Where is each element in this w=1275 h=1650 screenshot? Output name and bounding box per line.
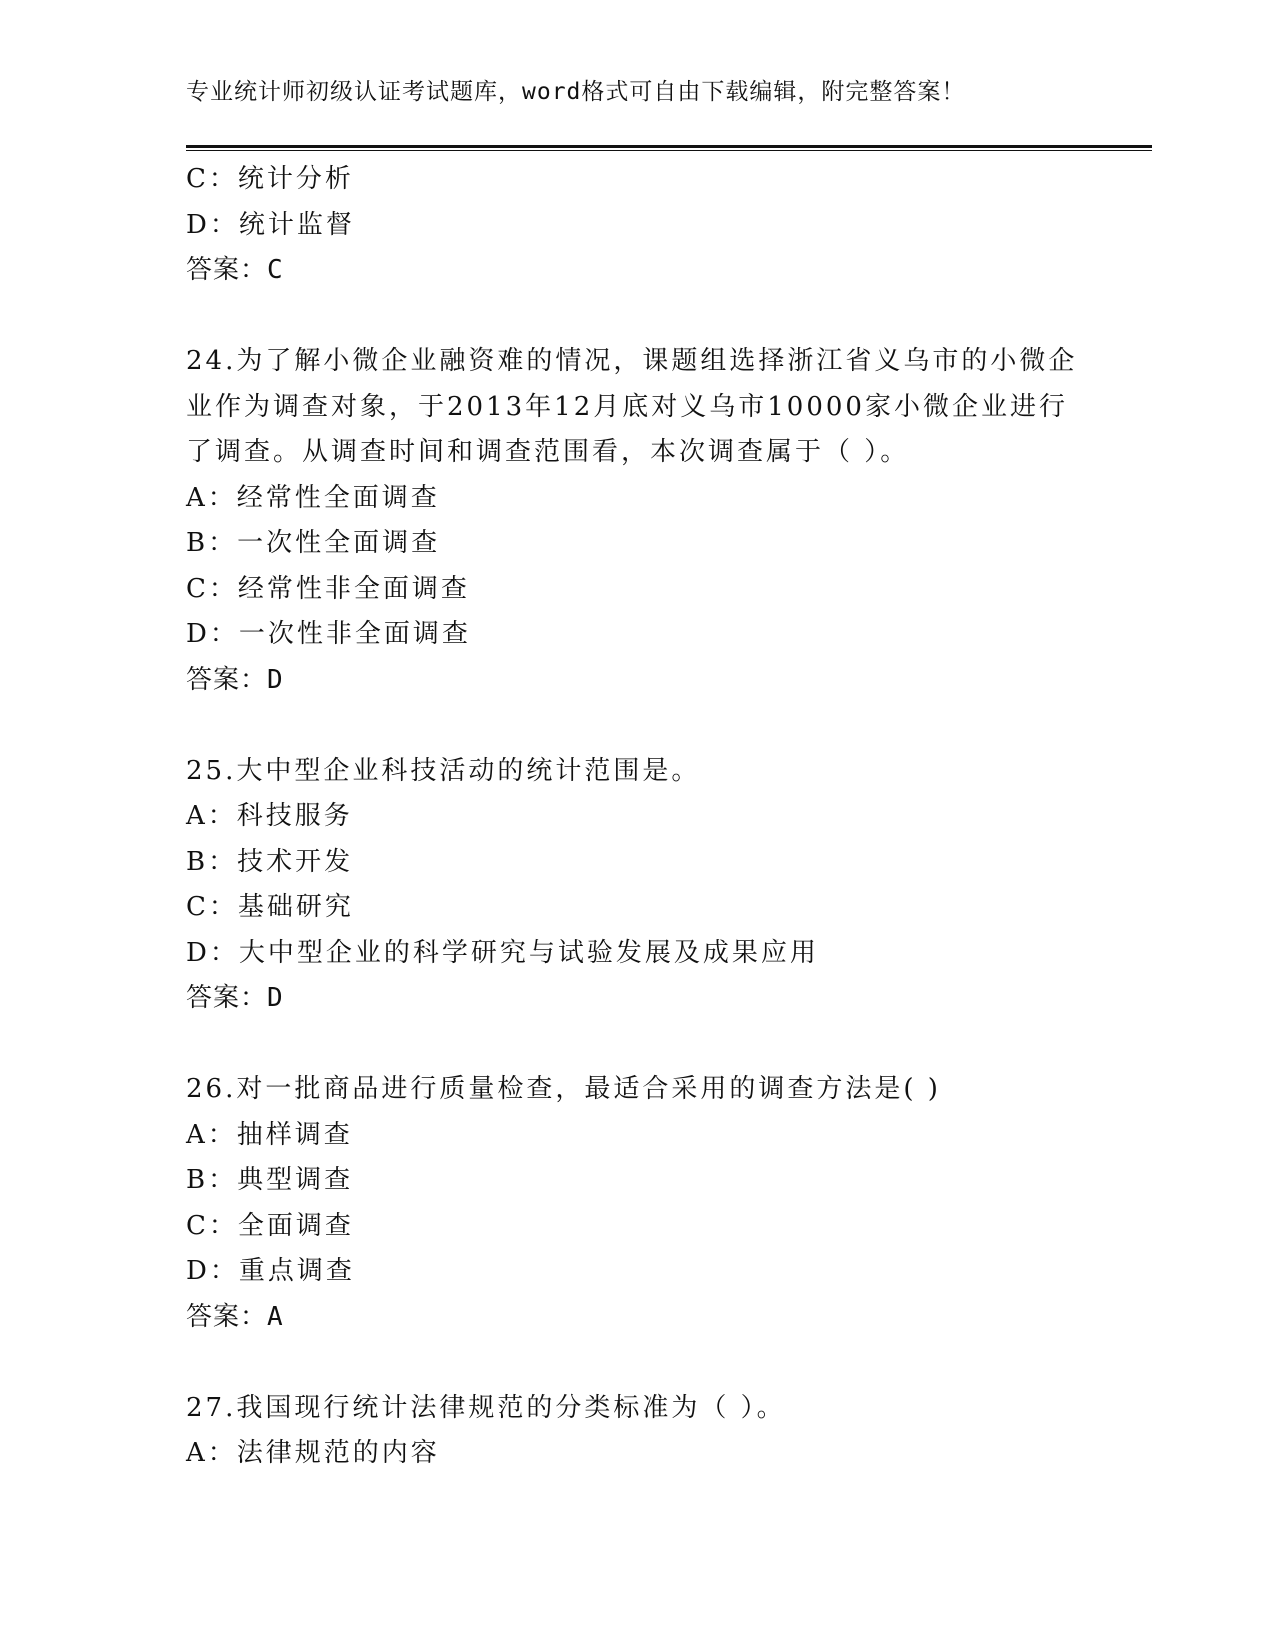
option-line: D：一次性非全面调查 [186,619,471,649]
option-line: D：重点调查 [186,1256,355,1286]
option-line: B：一次性全面调查 [186,528,441,558]
option-line: D：统计监督 [186,209,355,240]
option-line: A：经常性全面调查 [186,482,440,513]
option-line: A：法律规范的内容 [186,1438,440,1468]
question-block [186,1067,1146,1340]
page-header: 专业统计师初级认证考试题库，word格式可自由下载编辑，附完整答案！ [186,79,966,105]
option-line: C：统计分析 [186,164,354,194]
question-text: 业作为调查对象，于2013年12月底对义乌市10000家小微企业进行 [186,391,1068,422]
block-gap [186,294,1146,340]
question-block [186,749,1146,1022]
answer-line: 答案：D [186,983,284,1013]
option-line: C：经常性非全面调查 [186,573,470,604]
question-text: 27.我国现行统计法律规范的分类标准为（ ）。 [186,1392,786,1423]
question-text: 25.大中型企业科技活动的统计范围是。 [186,755,701,786]
question-text: 24.为了解小微企业融资难的情况，课题组选择浙江省义乌市的小微企 [186,346,1078,376]
option-line: C：基础研究 [186,892,354,922]
block-gap [186,1340,1146,1386]
document-body [186,157,1146,1477]
question-block [186,339,1146,703]
option-line: B：技术开发 [186,846,354,877]
option-line: A：科技服务 [186,801,353,831]
question-block [186,1386,1146,1477]
block-gap [186,703,1146,749]
option-line: C：全面调查 [186,1210,354,1241]
answer-line: 答案：C [186,255,284,285]
option-line: A：抽样调查 [186,1119,353,1150]
answer-line: 答案：D [186,664,284,695]
option-line: D：大中型企业的科学研究与试验发展及成果应用 [186,937,819,968]
option-line: B：典型调查 [186,1165,354,1195]
block-gap [186,1022,1146,1068]
answer-line: 答案：A [186,1301,284,1332]
question-block [186,157,1146,294]
header-rule [186,145,1152,151]
question-text: 26.对一批商品进行质量检查，最适合采用的调查方法是( ) [186,1074,941,1104]
question-text: 了调查。从调查时间和调查范围看，本次调查属于（ ）。 [186,437,910,467]
